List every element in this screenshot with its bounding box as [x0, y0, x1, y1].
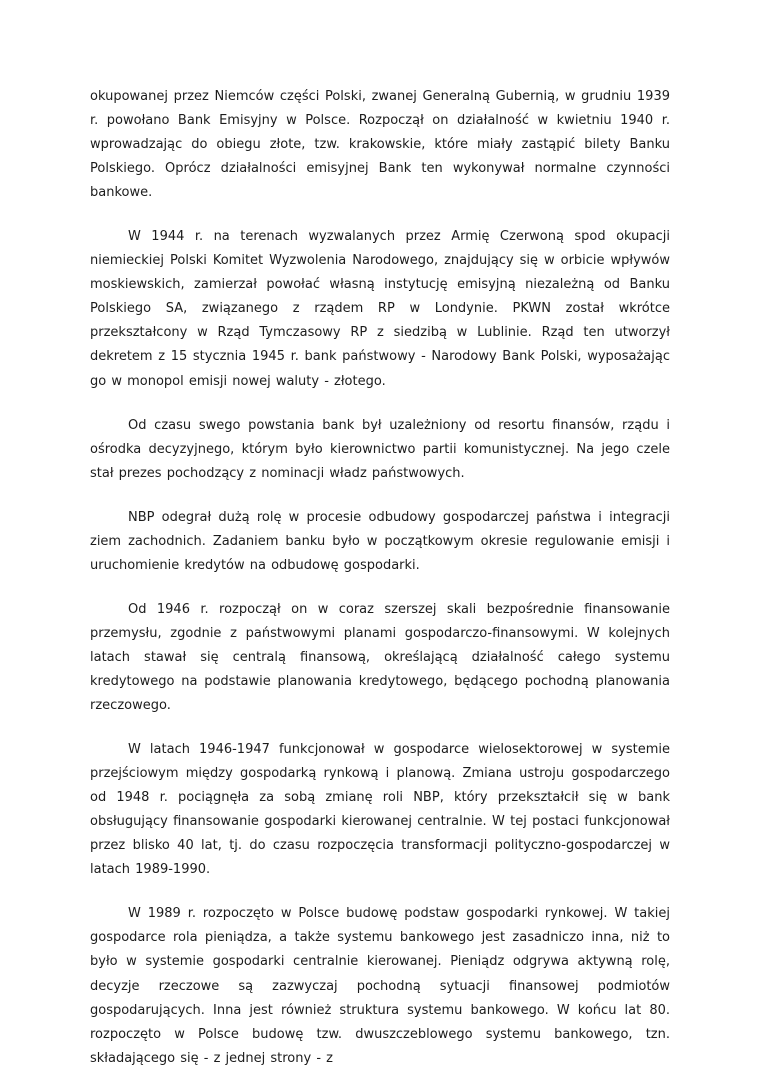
paragraph: Od czasu swego powstania bank był uzależniony od resortu finansów, rządu i ośrodka decyzyjnego, którym było kierownictwo partii komunistycznej. Na jego czele stał prezes pochodzący z nominacji władz państwowych.	[90, 417, 670, 481]
paragraph: W latach 1946-1947 funkcjonował w gospodarce wielosektorowej w systemie przejściowym między gospodarką rynkową i planową. Zmiana ustroju gospodarczego od 1948 r. pociągnęła za sobą zmianę roli NBP, który przekształcił się w bank obsługujący finansowanie gospodarki kierowanej centralnie. W tej postaci funkcjonował przez blisko 40 lat, tj. do czasu rozpoczęcia transformacji polityczno-gospodarczej w latach 1989-1990.	[90, 742, 670, 878]
paragraph: okupowanej przez Niemców części Polski, zwanej Generalną Gubernią, w grudniu 1939 r. powołano Bank Emisyjny w Polsce. Rozpoczął on działalność w kwietniu 1940 r. wprowadzając do obiegu złote, tzw. krakowskie, które miały zastąpić bilety Banku Polskiego. Oprócz działalności emisyjnej Bank ten wykonywał normalne czynności bankowe.	[90, 89, 670, 201]
paragraph: NBP odegrał dużą rolę w procesie odbudowy gospodarczej państwa i integracji ziem zachodnich. Zadaniem banku było w początkowym okresie regulowanie emisji i uruchomienie kredytów na odbudowę gospodarki.	[90, 509, 670, 573]
paragraph: Od 1946 r. rozpoczął on w coraz szerszej skali bezpośrednie finansowanie przemysłu, zgodnie z państwowymi planami gospodarczo-finansowymi. W kolejnych latach stawał się centralą finansową, określającą działalność całego systemu kredytowego na podstawie planowania kredytowego, będącego pochodną planowania rzeczowego.	[90, 601, 670, 714]
paragraph: W 1989 r. rozpoczęto w Polsce budowę podstaw gospodarki rynkowej. W takiej gospodarce rola pieniądza, a także systemu bankowego jest zasadniczo inna, niż to było w systemie gospodarki centralnie kierowanej. Pieniądz odgrywa aktywną rolę, decyzje rzeczowe są zazwyczaj pochodną sytuacji finansowej podmiotów gospodarujących. Inna jest również struktura systemu bankowego. W końcu lat 80. rozpoczęto w Polsce budowę tzw. dwuszczeblowego systemu bankowego, tzn. składającego się - z jednej strony - z	[90, 906, 670, 1066]
paragraph: W 1944 r. na terenach wyzwalanych przez Armię Czerwoną spod okupacji niemieckiej Polski Komitet Wyzwolenia Narodowego, znajdujący się w orbicie wpływów moskiewskich, zamierzał powołać własną instytucję emisyjną niezależną od Banku Polskiego SA, związanego z rządem RP w Londynie. PKWN został wkrótce przekształcony w Rząd Tymczasowy RP z siedzibą w Lublinie. Rząd ten utworzył dekretem z 15 stycznia 1945 r. bank państwowy - Narodowy Bank Polski, wyposażając go w monopol emisji nowej waluty - złotego.	[90, 229, 670, 389]
